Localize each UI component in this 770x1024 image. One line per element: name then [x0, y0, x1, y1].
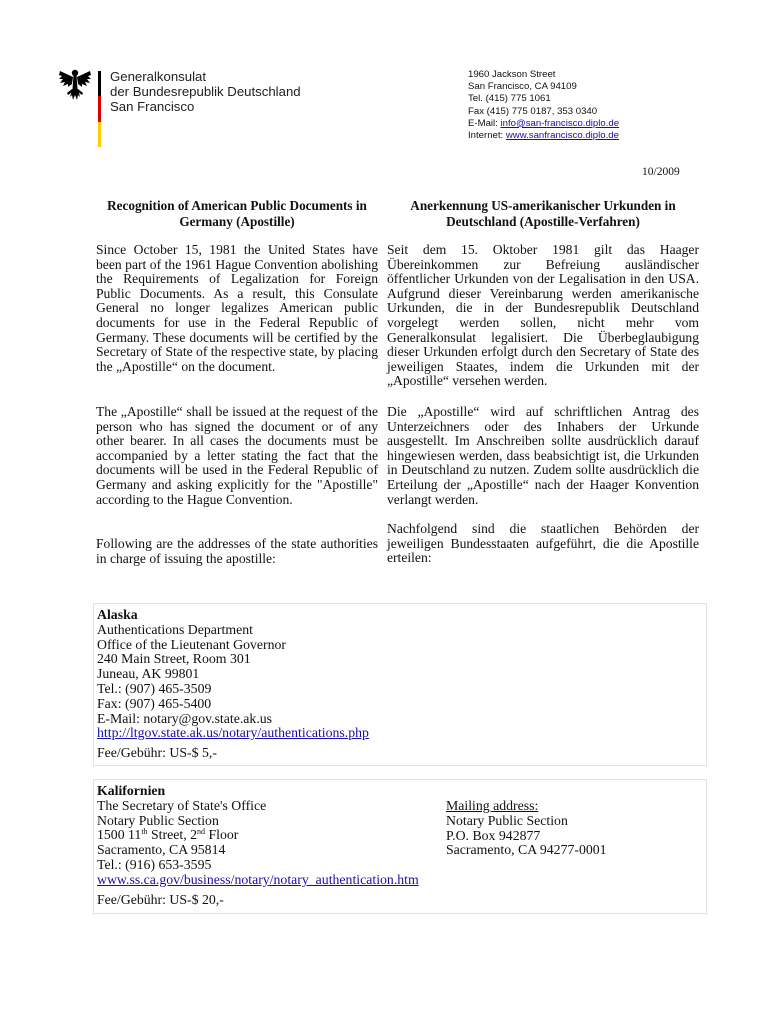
english-paragraph-3: Following are the addresses of the state authorities in charge of issuing the apostille:	[96, 536, 378, 566]
fax-number: Fax: (907) 465-5400	[97, 695, 212, 711]
fee-text: Fee/Gebühr: US-$ 20,-	[97, 891, 224, 907]
state-name-alaska: Alaska	[97, 607, 138, 622]
email-row	[468, 118, 619, 130]
street-number: 1500 11	[97, 827, 142, 843]
internet-row	[468, 130, 619, 142]
english-heading: Recognition of American Public Documents in Germany (Apostille)	[107, 198, 367, 229]
department-name: Authentications Department	[97, 621, 253, 637]
mailing-po-box: P.O. Box 942877	[446, 827, 541, 843]
city-address: San Francisco, CA 94109	[468, 81, 577, 93]
phone-number: Tel.: (916) 653-3595	[97, 856, 212, 872]
email-label: E-Mail:	[468, 117, 501, 129]
street-end: Floor	[205, 827, 239, 843]
contact-block	[468, 69, 619, 142]
fee-text: Fee/Gebühr: US-$ 5,-	[97, 745, 217, 761]
flag-stripe-black	[98, 71, 101, 96]
english-paragraph-2: The „Apostille“ shall be issued at the request of the person who has signed the document or of any other bearer. In all cases the documents must be accompanied by a letter stating the fact that the documents will be used in the Federal Republic of Germany and asking explicitly for the "Apostille" according to the Hague Convention.	[96, 404, 378, 507]
email-link[interactable]: info@san-francisco.diplo.de	[500, 117, 620, 129]
california-website-link[interactable]: www.ss.ca.gov/business/notary/notary_authentication.htm	[97, 871, 419, 887]
federal-eagle-icon	[58, 67, 92, 105]
website-link[interactable]: www.sanfrancisco.diplo.de	[505, 130, 619, 142]
german-paragraph-1: Seit dem 15. Oktober 1981 gilt das Haager Übereinkommen zur Befreiung ausländischer öffentlicher Urkunden von der Legalisation in den USA. Aufgrund dieser Vereinbarung werden amerikanische Urkunden, die in der Bundesrepublik Deutschland vorgelegt werden sollen, nicht mehr vom Generalkonsulat legalisiert. Die Überbeglaubigung dieser Urkunden erfolgt durch den Secretary of State des jeweiligen Staates, indem die Urkunden mit der „Apostille“ versehen werden.	[387, 242, 699, 389]
flag-color-bar	[98, 71, 101, 147]
org-line: Generalkonsulat	[110, 69, 207, 84]
section-name: Notary Public Section	[97, 812, 219, 828]
ordinal-suffix: th	[141, 827, 148, 837]
email-address: E-Mail: notary@gov.state.ak.us	[97, 710, 273, 726]
city-address: Juneau, AK 99801	[97, 666, 200, 682]
org-line: San Francisco	[110, 99, 195, 114]
alaska-address-box	[93, 603, 707, 766]
internet-label: Internet:	[468, 130, 506, 142]
phone-number: Tel.: (907) 465-3509	[97, 680, 212, 696]
state-name-california: Kalifornien	[97, 783, 166, 798]
german-heading: Anerkennung US-amerikanischer Urkunden in Deutschland (Apostille-Verfahren)	[410, 198, 676, 229]
street-address: 1960 Jackson Street	[468, 69, 556, 80]
street-middle: Street, 2	[147, 827, 197, 843]
consulate-name	[110, 69, 301, 114]
german-paragraph-3: Nachfolgend sind die staatlichen Behörden der jeweiligen Bundesstaaten aufgeführt, die die Apostille erteilen:	[387, 521, 699, 566]
phone-number: Tel. (415) 775 1061	[468, 93, 551, 105]
document-date: 10/2009	[642, 166, 680, 178]
mailing-address-label: Mailing address:	[446, 798, 539, 813]
german-paragraph-2: Die „Apostille“ wird auf schriftlichen Antrag des Unterzeichners oder des Inhabers der Urkunde ausgestellt. Im Anschreiben sollte ausdrücklich darauf hingewiesen werden, dass beabsichtigt ist, die Urkunden in Deutschland zu nutzen. Zudem sollte ausdrücklich die Erteilung der „Apostille“ nach der Haager Konvention verlangt werden.	[387, 404, 699, 507]
mailing-section: Notary Public Section	[446, 812, 568, 828]
street-address	[97, 828, 419, 843]
fax-number: Fax (415) 775 0187, 353 0340	[468, 105, 598, 117]
flag-stripe-gold	[98, 122, 101, 147]
flag-stripe-red	[98, 96, 101, 121]
street-address: 240 Main Street, Room 301	[97, 651, 251, 667]
org-line: der Bundesrepublik Deutschland	[110, 84, 301, 99]
office-name: The Secretary of State's Office	[97, 797, 267, 813]
mailing-city: Sacramento, CA 94277-0001	[446, 842, 607, 858]
california-address-box	[93, 779, 707, 914]
office-name: Office of the Lieutenant Governor	[97, 636, 286, 652]
english-paragraph-1: Since October 15, 1981 the United States have been part of the 1961 Hague Convention abolishing the Requirements of Legalization for Foreign Public Documents. As a result, this Consulate General no longer legalizes American public documents for use in the Federal Republic of Germany. These documents will be certified by the Secretary of State of the respective state, by placing the „Apostille“ on the document.	[96, 242, 378, 374]
alaska-website-link[interactable]: http://ltgov.state.ak.us/notary/authentications.php	[97, 725, 369, 741]
city-address: Sacramento, CA 95814	[97, 842, 226, 858]
ordinal-suffix: nd	[197, 827, 205, 837]
